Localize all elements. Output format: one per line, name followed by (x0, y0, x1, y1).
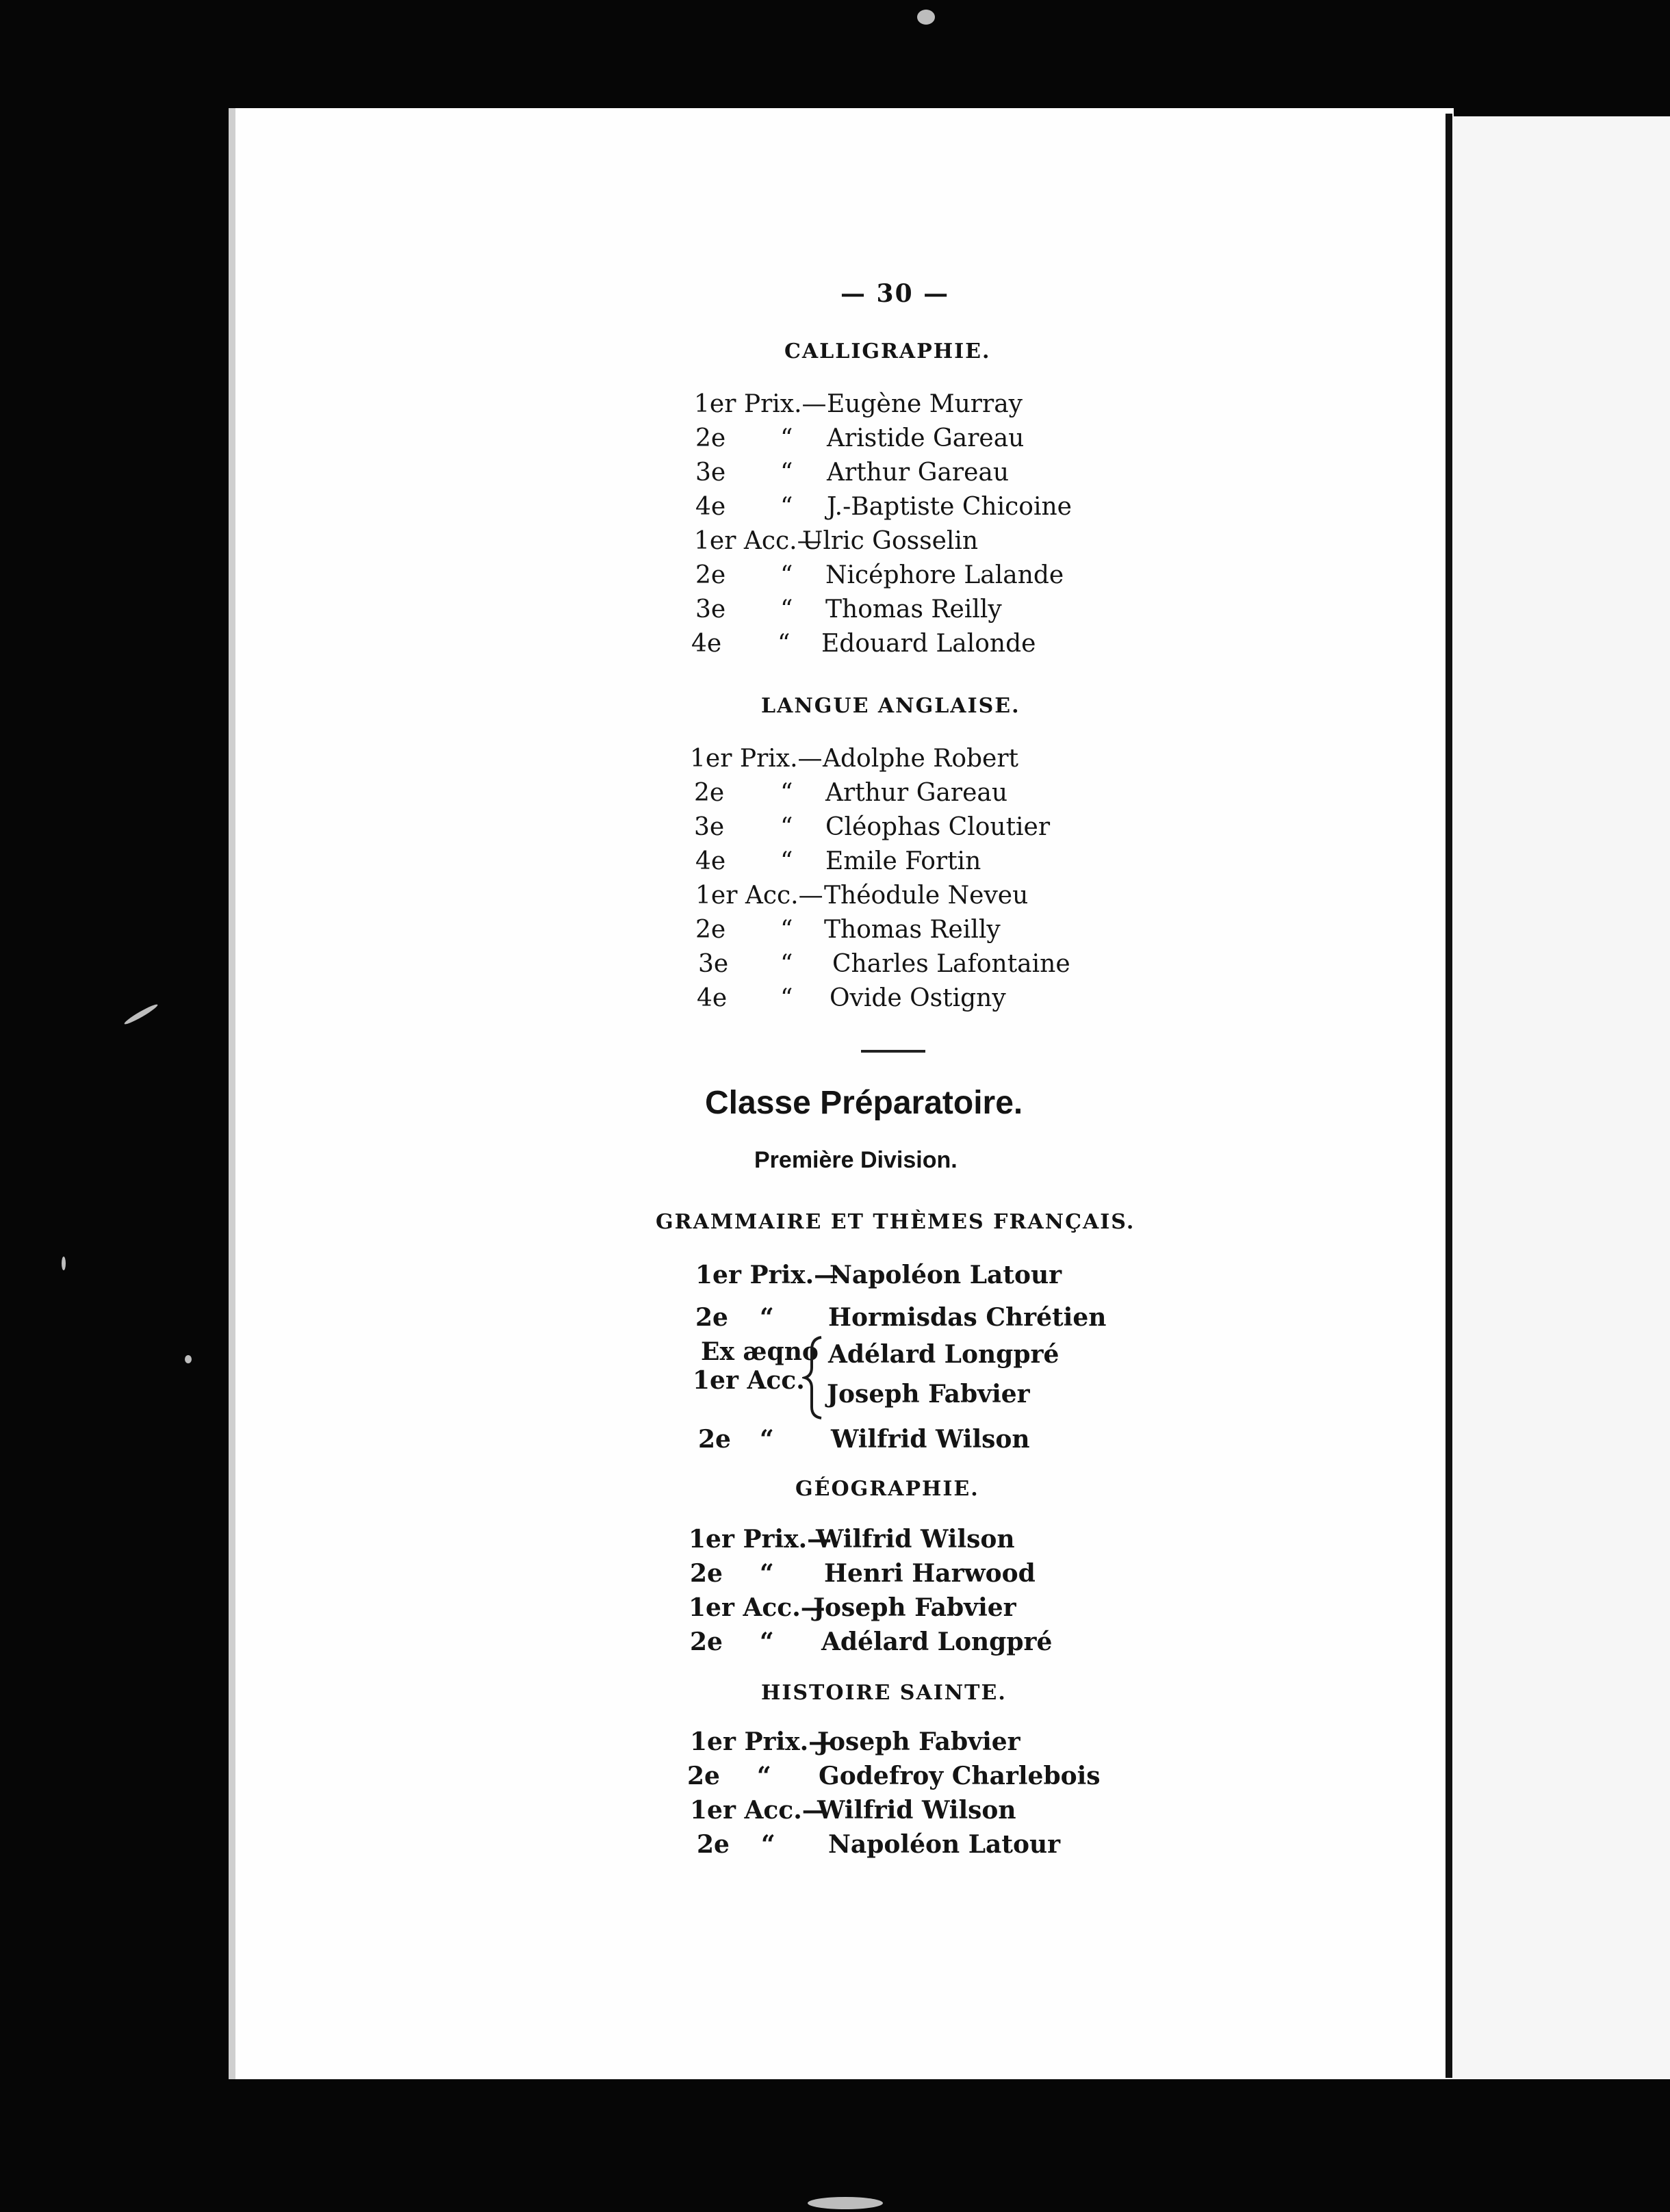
ditto-mark: “ (760, 1628, 774, 1656)
page-number: — 30 — (840, 279, 950, 308)
entry-name: Wilfrid Wilson (816, 1525, 1015, 1554)
entry-rank: 2e (695, 424, 726, 452)
entry-name: Ulric Gosselin (802, 527, 979, 555)
entry-name: Godefroy Charlebois (819, 1762, 1101, 1790)
entry-rank: 4e (695, 493, 726, 521)
ditto-mark: “ (780, 459, 793, 487)
section-heading-langue-anglaise: LANGUE ANGLAISE. (761, 694, 1020, 718)
entry-rank: 2e (695, 1303, 728, 1332)
ditto-mark: “ (780, 984, 793, 1012)
division-title: Première Division. (754, 1147, 958, 1173)
ditto-mark: “ (780, 424, 793, 452)
section-heading-geographie: GÉOGRAPHIE. (795, 1477, 979, 1501)
entry-rank: 2e (698, 1425, 731, 1454)
ditto-mark: “ (760, 1303, 774, 1332)
ex-aequo-name: Joseph Fabvier (827, 1380, 1030, 1409)
entry-rank: 2e (697, 1830, 730, 1859)
entry-rank: 2e (687, 1762, 720, 1790)
dust-speck (808, 2197, 883, 2209)
entry-rank: 1er Prix.— (695, 1261, 839, 1289)
entry-name: Napoléon Latour (828, 1830, 1061, 1859)
entry-name: Thomas Reilly (824, 916, 1001, 944)
dust-speck (123, 1003, 159, 1027)
entry-rank: 1er Prix.— (689, 1525, 832, 1554)
entry-name: Thomas Reilly (825, 595, 1002, 623)
entry-rank: 2e (695, 561, 726, 589)
ditto-mark: “ (780, 847, 793, 875)
entry-name: Hormisdas Chrétien (828, 1303, 1107, 1332)
entry-name: Cléophas Cloutier (825, 813, 1051, 841)
entry-rank: 3e (698, 950, 729, 978)
entry-rank: 1er Prix.— (690, 1727, 834, 1756)
dust-speck (62, 1257, 66, 1270)
section-separator (861, 1050, 925, 1053)
section-heading-calligraphie: CALLIGRAPHIE. (784, 339, 991, 363)
ditto-mark: “ (780, 561, 793, 589)
ex-aequo-name: Adélard Longpré (828, 1340, 1059, 1369)
entry-rank: 1er Prix.— (694, 390, 827, 418)
entry-name: Ovide Ostigny (830, 984, 1006, 1012)
entry-name: Aristide Gareau (827, 424, 1025, 452)
entry-rank: 4e (697, 984, 728, 1012)
entry-name: Adolphe Robert (823, 745, 1019, 773)
ditto-mark: “ (780, 493, 793, 521)
entry-rank: 2e (690, 1559, 723, 1588)
entry-name: Wilfrid Wilson (817, 1796, 1016, 1825)
ditto-mark: “ (780, 813, 793, 841)
brace-icon (802, 1335, 825, 1421)
entry-name: Joseph Fabvier (817, 1727, 1020, 1756)
entry-rank: 2e (694, 779, 725, 807)
entry-name: Wilfrid Wilson (831, 1425, 1030, 1454)
entry-rank: 2e (695, 916, 726, 944)
entry-rank: 2e (690, 1628, 723, 1656)
entry-name: J.-Baptiste Chicoine (827, 493, 1072, 521)
ditto-mark: “ (757, 1762, 771, 1790)
entry-name: Adélard Longpré (821, 1628, 1053, 1656)
entry-name: Napoléon Latour (830, 1261, 1062, 1289)
entry-rank: 3e (695, 459, 726, 487)
entry-name: Joseph Fabvier (813, 1593, 1016, 1622)
entry-name: Charles Lafontaine (832, 950, 1070, 978)
ditto-mark: “ (780, 950, 793, 978)
ditto-mark: “ (760, 1559, 774, 1588)
dust-speck (917, 10, 935, 25)
ditto-mark: “ (760, 1425, 774, 1454)
entry-name: Emile Fortin (825, 847, 981, 875)
entry-name: Eugène Murray (827, 390, 1023, 418)
ditto-mark: “ (780, 916, 793, 944)
entry-rank: 3e (695, 595, 726, 623)
section-heading-grammaire: GRAMMAIRE ET THÈMES FRANÇAIS. (656, 1210, 1135, 1234)
entry-name: Arthur Gareau (827, 459, 1010, 487)
ex-aequo-label: Ex æqno (701, 1337, 819, 1366)
entry-name: Edouard Lalonde (821, 630, 1036, 658)
entry-rank: 1er Acc.— (690, 1796, 827, 1825)
entry-name: Nicéphore Lalande (825, 561, 1064, 589)
entry-rank: 1er Acc.— (689, 1593, 825, 1622)
entry-rank: 3e (694, 813, 725, 841)
class-title: Classe Préparatoire. (705, 1085, 1023, 1121)
ditto-mark: “ (780, 779, 793, 807)
ditto-mark: “ (778, 630, 791, 658)
entry-rank: 1er Acc.— (695, 882, 823, 910)
entry-rank: 4e (691, 630, 722, 658)
entry-rank: 1er Prix.— (690, 745, 823, 773)
entry-name: Arthur Gareau (825, 779, 1008, 807)
dust-speck (185, 1355, 192, 1363)
entry-name: Théodule Neveu (824, 882, 1029, 910)
next-page-strip (1452, 116, 1670, 2079)
ditto-mark: “ (780, 595, 793, 623)
entry-name: Henri Harwood (824, 1559, 1036, 1588)
ex-aequo-rank: 1er Acc. (693, 1366, 805, 1395)
entry-rank: 4e (695, 847, 726, 875)
page-left-edge (229, 108, 235, 2079)
section-heading-histoire-sainte: HISTOIRE SAINTE. (761, 1681, 1007, 1705)
entry-rank: 1er Acc.— (694, 527, 822, 555)
ditto-mark: “ (761, 1830, 775, 1859)
page-fold-line (1446, 114, 1452, 2078)
